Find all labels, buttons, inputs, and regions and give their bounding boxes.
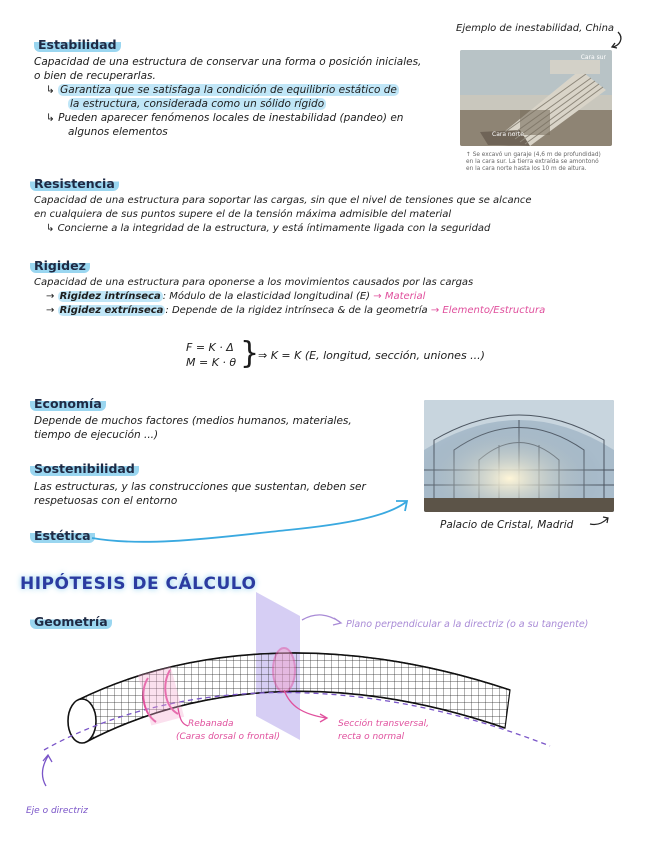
photo1-caption-line1: ↑ Se excavó un garaje (4,6 m de profundidad) bbox=[466, 152, 601, 158]
equation-force: F = K · Δ bbox=[186, 341, 234, 354]
plano-label: Plano perpendicular a la directriz (o a su tangente) bbox=[346, 619, 589, 630]
palacio-cristal-photo bbox=[424, 400, 614, 512]
brace-icon: } bbox=[240, 336, 260, 371]
resistencia-line1: Capacidad de una estructura para soportar las cargas, sin que el nivel de tensiones que se alcance bbox=[34, 195, 532, 206]
estabilidad-line1: Capacidad de una estructura de conservar una forma o posición iniciales, bbox=[34, 56, 422, 68]
estabilidad-bullet1-cont: la estructura, considerada como un sólido rígido bbox=[70, 98, 325, 110]
sostenibilidad-heading: Sostenibilidad bbox=[30, 461, 139, 476]
rigidez-bullet2: → Rigidez extrínseca : Depende de la rigidez intrínseca & de la geometría → Elemento/Estructura bbox=[46, 305, 546, 316]
photo1-tag-bottom: Cara norte bbox=[492, 131, 524, 138]
economia-line2: tiempo de ejecución ...) bbox=[34, 429, 159, 441]
estabilidad-text bbox=[34, 55, 444, 139]
hook-arrow-icon: ↳ bbox=[46, 223, 58, 234]
equation-moment: M = K · θ bbox=[186, 356, 237, 369]
seccion-label bbox=[338, 718, 429, 744]
estabilidad-heading: Estabilidad bbox=[34, 37, 121, 52]
equation-result: ⇒ K = K (E, longitud, sección, uniones ...) bbox=[258, 349, 485, 362]
seccion-line2: recta o normal bbox=[338, 732, 405, 742]
estabilidad-bullet1: ↳ Garantiza que se satisfaga la condición de equilibrio estático de bbox=[46, 84, 397, 96]
rebanada-line2: (Caras dorsal o frontal) bbox=[176, 732, 281, 742]
eje-label: Eje o directriz bbox=[26, 806, 88, 816]
photo1-caption bbox=[466, 152, 616, 173]
curved-arrow-icon bbox=[604, 30, 626, 52]
economia-text bbox=[34, 414, 394, 442]
estabilidad-bullet2-cont: algunos elementos bbox=[68, 126, 168, 138]
arrow-up-right-icon bbox=[588, 514, 612, 528]
resistencia-bullet: ↳ Concierne a la integridad de la estructura, y está íntimamente ligada con la seguridad bbox=[46, 223, 491, 234]
seccion-line1: Sección transversal, bbox=[338, 719, 429, 729]
economia-line1: Depende de muchos factores (medios humanos, materiales, bbox=[34, 415, 352, 427]
photo1-tag-top: Cara sur bbox=[580, 54, 606, 61]
beam-end-section bbox=[68, 699, 96, 743]
rigidez-text bbox=[34, 276, 624, 318]
resistencia-text bbox=[34, 194, 614, 236]
arrow-right-icon: → bbox=[46, 291, 58, 302]
rebanada-line1: Rebanada bbox=[188, 719, 234, 729]
photo1-caption-line2: en la cara sur. La tierra extraída se amontonó bbox=[466, 159, 599, 165]
photo1-label: Ejemplo de inestabilidad, China bbox=[456, 23, 615, 34]
blue-curved-arrow-icon bbox=[88, 496, 418, 548]
resistencia-heading: Resistencia bbox=[30, 176, 119, 191]
economia-heading: Economía bbox=[30, 396, 106, 411]
photo1-caption-line3: en la cara norte hasta los 10 m de altura. bbox=[466, 166, 587, 172]
equation-block bbox=[186, 340, 236, 370]
photo2-label: Palacio de Cristal, Madrid bbox=[440, 519, 574, 531]
building-collapse-photo bbox=[460, 50, 612, 146]
arrow-right-icon: → bbox=[46, 305, 58, 316]
estabilidad-bullet2: ↳ Pueden aparecer fenómenos locales de inestabilidad (pandeo) en bbox=[46, 112, 404, 124]
rigidez-bullet1: → Rigidez intrínseca : Módulo de la elasticidad longitudinal (E) → Material bbox=[46, 291, 426, 302]
rigidez-heading: Rigidez bbox=[30, 258, 90, 273]
estetica-heading: Estética bbox=[30, 528, 95, 543]
hook-arrow-icon: ↳ bbox=[46, 112, 59, 124]
sostenibilidad-line1: Las estructuras, y las construcciones que sustentan, deben ser bbox=[34, 481, 366, 493]
hipotesis-title: HIPÓTESIS DE CÁLCULO bbox=[20, 574, 257, 594]
hook-arrow-icon: ↳ bbox=[46, 84, 59, 96]
rebanada-label bbox=[176, 718, 280, 744]
resistencia-line2: en cualquiera de sus puntos supere el de la tensión máxima admisible del material bbox=[34, 209, 452, 220]
seccion-transversal bbox=[273, 648, 295, 692]
rigidez-line1: Capacidad de una estructura para oponerse a los movimientos causados por las cargas bbox=[34, 277, 474, 288]
sostenibilidad-line2: respetuosas con el entorno bbox=[34, 495, 178, 507]
estabilidad-line2: o bien de recuperarlas. bbox=[34, 70, 156, 82]
geometria-heading: Geometría bbox=[30, 614, 112, 629]
